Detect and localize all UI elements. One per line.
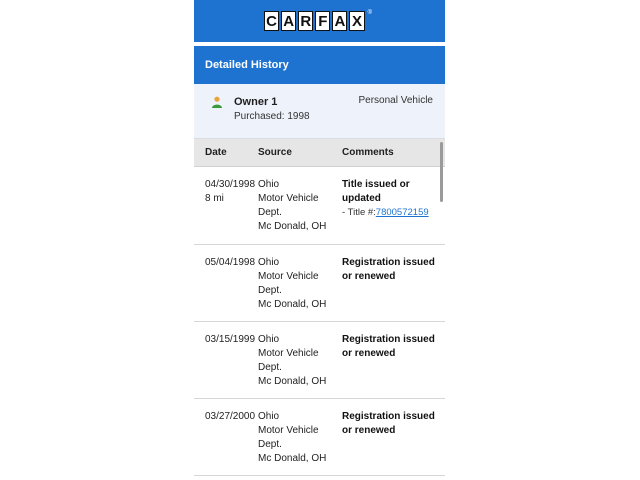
- table-row: [194, 245, 445, 322]
- comment-title: updated: [342, 193, 381, 204]
- person-icon: [211, 96, 223, 108]
- comment-title: Registration issued: [342, 411, 435, 422]
- logo-letter: A: [332, 11, 347, 31]
- row-source-cell: [258, 410, 342, 475]
- comment-title: or renewed: [342, 348, 396, 359]
- logo-letter: C: [264, 11, 279, 31]
- comment-title: Registration issued: [342, 257, 435, 268]
- source-line: Mc Donald, OH: [258, 453, 327, 464]
- row-comments-cell: [342, 256, 445, 321]
- logo-letter: X: [349, 11, 364, 31]
- row-date-cell: [194, 256, 258, 321]
- top-bar: [194, 0, 445, 42]
- logo-letter: A: [281, 11, 296, 31]
- owner-name: Owner 1: [234, 96, 278, 108]
- owner-purchased: Purchased: 1998: [234, 111, 310, 122]
- title-number-link[interactable]: 7800572159: [375, 207, 429, 218]
- table-header: [194, 139, 445, 167]
- table-row: [194, 322, 445, 399]
- registered-mark: ®: [367, 10, 372, 16]
- header-comments: Comments: [342, 147, 394, 158]
- source-line: Motor Vehicle: [258, 425, 319, 436]
- header-source: Source: [258, 147, 292, 158]
- source-line: Dept.: [258, 207, 282, 218]
- row-date-cell: [194, 178, 258, 244]
- row-source-cell: [258, 256, 342, 321]
- row-date: 04/30/1998: [205, 179, 256, 190]
- source-line: Ohio: [258, 179, 280, 190]
- source-line: Motor Vehicle: [258, 193, 319, 204]
- section-header: [194, 46, 445, 84]
- source-line: Motor Vehicle: [258, 348, 319, 359]
- row-source-cell: [258, 178, 342, 244]
- row-date: 05/04/1998: [205, 257, 256, 268]
- source-line: Motor Vehicle: [258, 271, 319, 282]
- source-line: Ohio: [258, 411, 280, 422]
- title-number-label: - Title #:: [342, 207, 376, 218]
- scrollbar-thumb[interactable]: [440, 142, 443, 202]
- owner-summary: [194, 84, 445, 139]
- row-comments-cell: [342, 333, 445, 398]
- source-line: Mc Donald, OH: [258, 221, 327, 232]
- source-line: Dept.: [258, 285, 282, 296]
- row-comments-cell: [342, 178, 445, 244]
- source-line: Ohio: [258, 334, 280, 345]
- carfax-logo[interactable]: [264, 10, 372, 32]
- header-date: Date: [205, 147, 227, 158]
- comment-title: or renewed: [342, 271, 396, 282]
- source-line: Mc Donald, OH: [258, 376, 327, 387]
- table-row: [194, 399, 445, 476]
- source-line: Mc Donald, OH: [258, 299, 327, 310]
- row-date-cell: [194, 333, 258, 398]
- owner-type: Personal Vehicle: [358, 95, 433, 106]
- row-source-cell: [258, 333, 342, 398]
- source-line: Dept.: [258, 362, 282, 373]
- row-date: 03/27/2000: [205, 411, 256, 422]
- logo-letter: R: [298, 11, 313, 31]
- table-row: [194, 167, 445, 245]
- row-comments-cell: [342, 410, 445, 475]
- source-line: Dept.: [258, 439, 282, 450]
- row-date: 03/15/1999: [205, 334, 256, 345]
- comment-title: or renewed: [342, 425, 396, 436]
- mobile-viewport: [194, 0, 445, 480]
- comment-detail: [342, 206, 445, 220]
- comment-title: Title issued or: [342, 179, 410, 190]
- source-line: Ohio: [258, 257, 280, 268]
- row-mileage: 8 mi: [205, 193, 224, 204]
- row-date-cell: [194, 410, 258, 475]
- section-title: Detailed History: [205, 59, 289, 71]
- logo-letter: F: [315, 11, 330, 31]
- comment-title: Registration issued: [342, 334, 435, 345]
